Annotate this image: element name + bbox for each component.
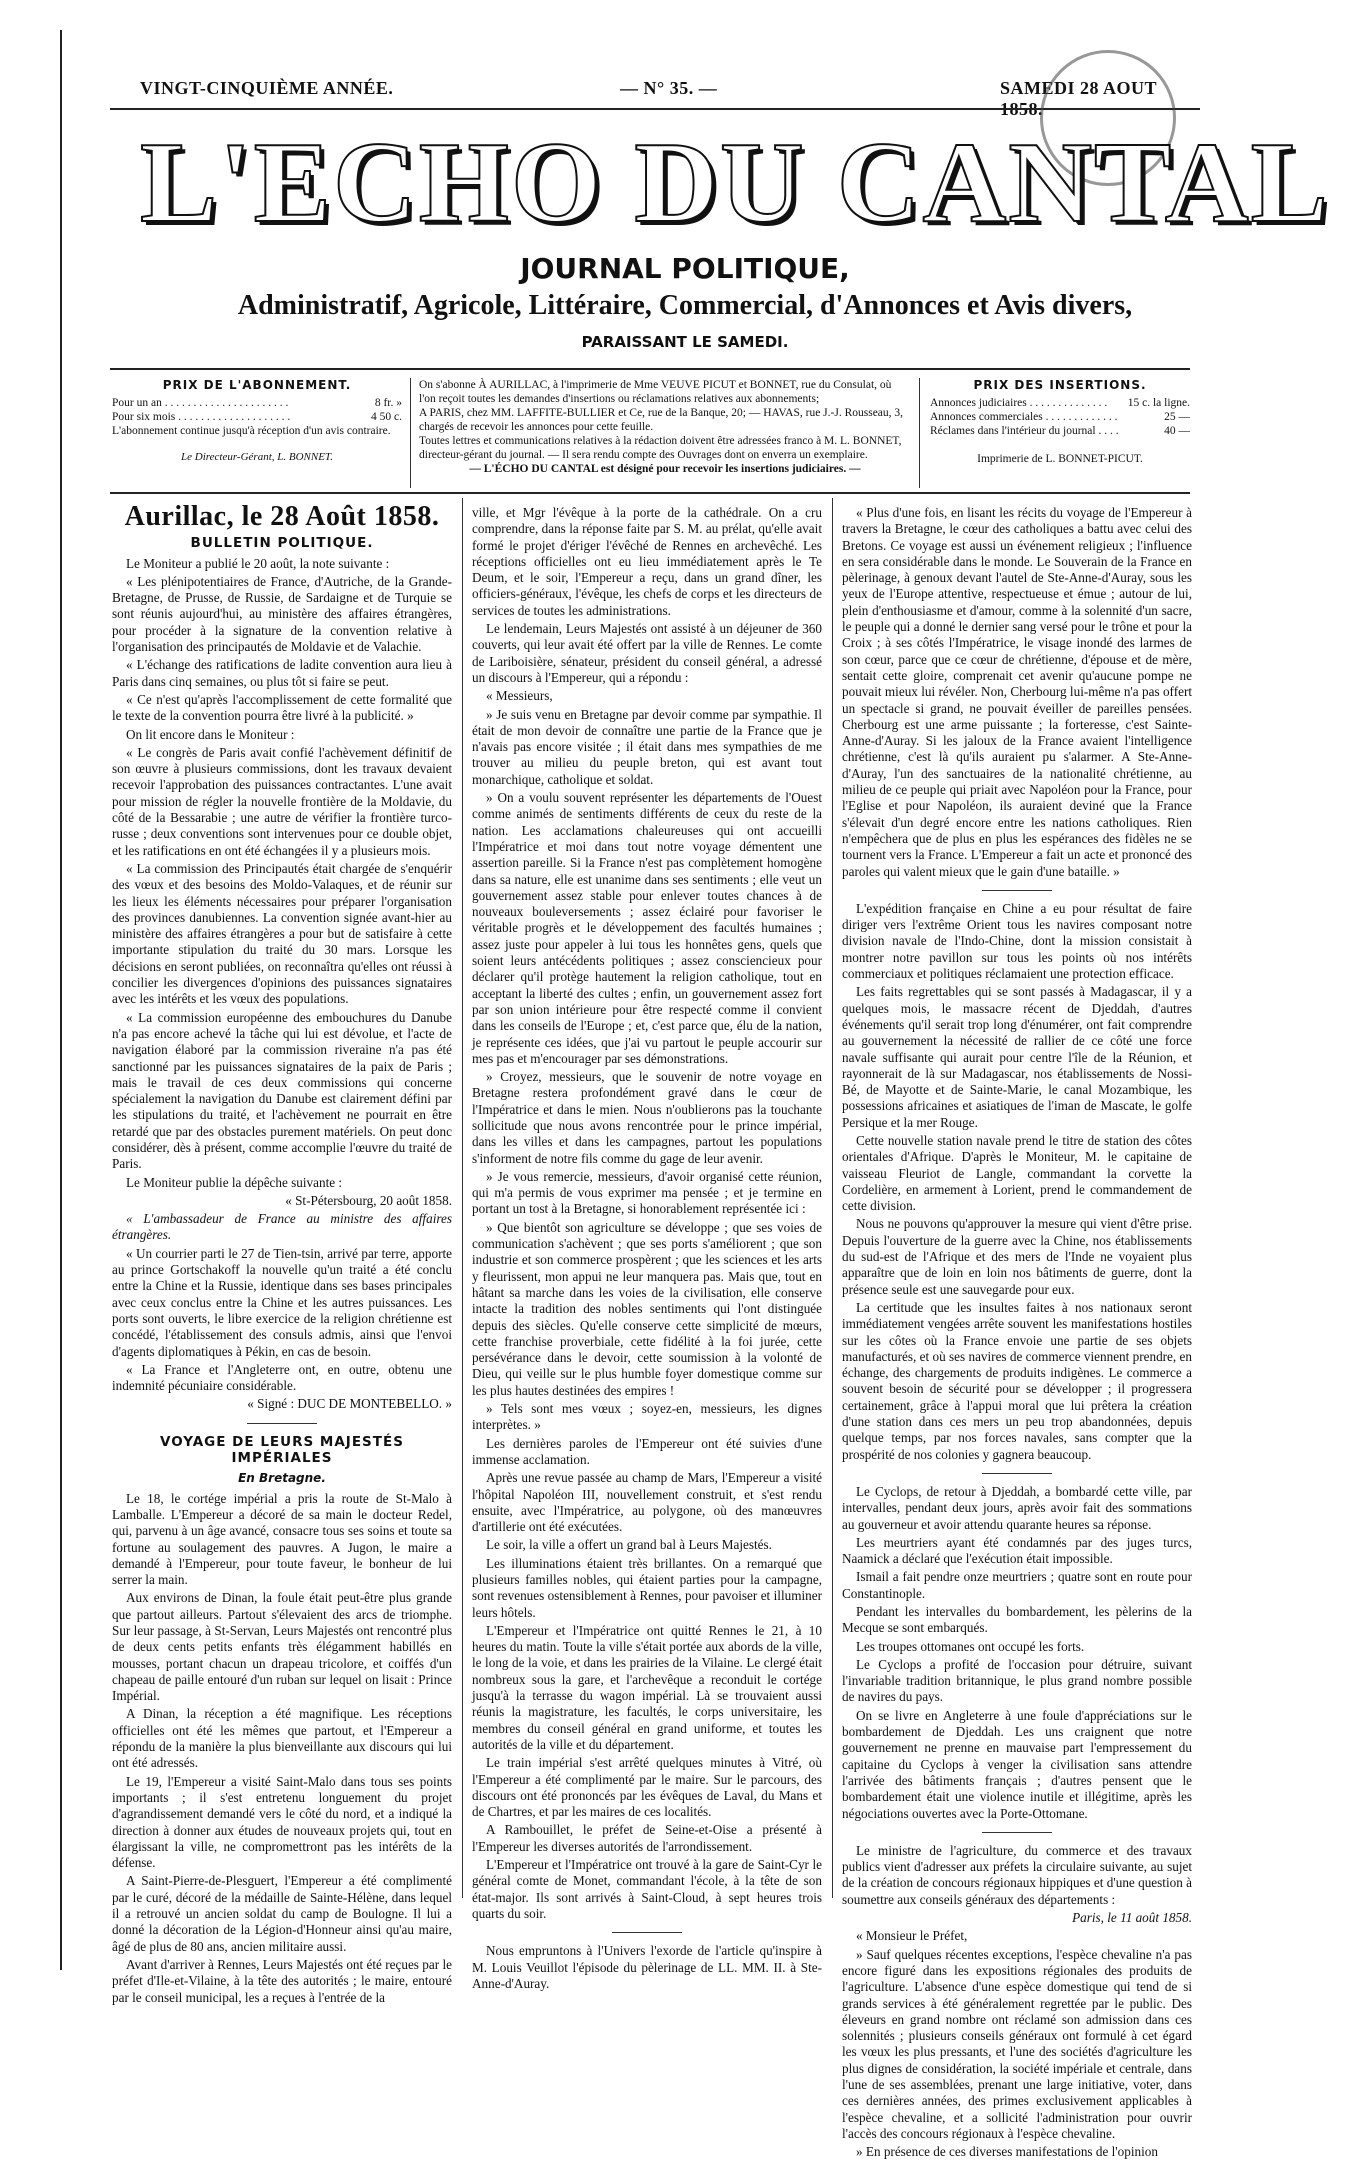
paragraph: Paris, le 11 août 1858. <box>1072 1910 1192 1926</box>
row-label: Annonces commerciales . . . . . . . . . . . . . <box>930 411 1118 423</box>
subscription-box <box>112 378 402 488</box>
subscription-title: PRIX DE L'ABONNEMENT. <box>162 378 352 392</box>
paragraph: Nous ne pouvons qu'approuver la mesure qui vient d'être prise. Depuis l'ouverture de la guerre avec la Chine, nos établissements du sud-est de l'Afrique et des mers de l'Inde ne voyaient plus apparaître que de loin en loin nos bâtiments de guerre, dont la présence seule est une sauvegarde pour eux. <box>842 1216 1192 1297</box>
paragraph: Le Moniteur a publié le 20 août, la note suivante : <box>126 555 390 571</box>
section-heading: VOYAGE DE LEURS MAJESTÉS IMPÉRIALES <box>160 1433 404 1467</box>
header-rule <box>110 108 1200 110</box>
paragraph: A Saint-Pierre-de-Plesguert, l'Empereur a été complimenté par le curé, décoré de la médaille de Sainte-Hélène, dans lequel il a retrouvé un ancien soldat du camp de Boulogne. Il lui a donné la décoration de la Légion-d'Honneur ainsi qu'au maire, âgé de plus de 80 ans, ancien militaire aussi. <box>112 1873 452 1954</box>
paragraph: Cette nouvelle station navale prend le titre de station des côtes orientales d'Afrique. D'après le Moniteur, M. le capitaine de vaisseau Fleuriot de Langle, commandant la corvette la Cordelière, en armement à Lorient, prend le commandement de cette division. <box>842 1132 1192 1214</box>
paragraph: Les faits regrettables qui se sont passés à Madagascar, il y a quelques mois, le massacre récent de Djeddah, d'autres événements qu'il serait trop long d'énumérer, ont fait comprendre au gouvernement la nécessité de rallier de ce côté une force navale suffisante qui aurait pour centre l'île de la Réunion, et rayonnerait de là sur Madagascar, nos établissements de Nossi-Bé, de Mayotte et de Sainte-Marie, le canal Mozambique, les possessions africaines et asiatiques de l'iman de Mascate, le golfe Persique et la mer Rouge. <box>842 984 1192 1130</box>
paragraph: Le 19, l'Empereur a visité Saint-Malo dans tous ses points importants ; il s'est entretenu longuement du projet d'agrandissement demandé vers le côté du nord, et a indiqué la direction à donner aux études de nouveaux projets qui, tout en élargissant la ville, ne compromettront pas les intérêts de la défense. <box>112 1773 452 1871</box>
issue-number: — N° 35. — <box>620 78 718 98</box>
masthead-subtitle-2: Administratif, Agricole, Littéraire, Commercial, d'Annonces et Avis divers, <box>237 290 1133 321</box>
paragraph: A Dinan, la réception a été magnifique. Les réceptions officielles ont été les mêmes que partout, et l'Empereur a répondu de la manière la plus bienveillante aux discours qui lui ont été adressés. <box>112 1706 452 1771</box>
paragraph: » Tels sont mes vœux ; soyez-en, messieurs, les dignes interprètes. » <box>472 1401 822 1433</box>
insertions-row <box>930 396 1190 410</box>
row-value: 25 — <box>1164 411 1190 423</box>
paragraph: Le 18, le cortége impérial a pris la route de St-Malo à Lamballe. L'Empereur a décoré de sa main le docteur Redel, qui, parvenu à un âge avancé, consacre tous ses soins et toute sa fortune au soulagement des pauvres. A Jugon, le maire a demandé à l'Empereur, pour toute faveur, le bonheur de lui serrer la main. <box>112 1490 452 1588</box>
separator <box>612 1932 682 1933</box>
paragraph: » Sauf quelques récentes exceptions, l'espèce chevaline n'a pas encore figuré dans les expositions régionales des produits de l'agriculture. L'absence d'une espèce domestique qui tend de si grands services à été généralement regrettée par le public. Des éleveurs en grand nombre ont réclamé son admission dans ces solennités ; plusieurs conseils généraux ont formulé à cet égard les vœux les plus pressants, et l'une des sociétés d'agriculture les plus dignes de considération, la société impériale et centrale, dans l'une de ses assemblées, prenant une large initiative, voter, dans ces dernières années, des primes exclusivement applicables à l'espèce chevaline, et a sollicité l'administration pour ouvrir l'accès des concours régionaux à l'espèce chevaline. <box>842 1946 1192 2141</box>
column-3 <box>842 505 1192 2163</box>
paragraph: « Plus d'une fois, en lisant les récits du voyage de l'Empereur à travers la Bretagne, le cœur des catholiques a battu avec celui des Bretons. Ce voyage est aussi un événement religieux ; l'influence en sera considérable dans le monde. Le Souverain de la France en pèlerinage, à genoux devant l'autel de Ste-Anne-d'Auray, sous les yeux de l'Europe attentive, respectueuse et émue ; autour de lui, plein d'enthousiasme et d'amour, comme à la solennité d'un sacre, le peuple qui a donné le dernier sang versé pour le trône et pour la Croix ; à ses côtés l'Impératrice, le visage inondé des larmes de son cœur, parce que ce cœur de chrétienne, d'épouse et de mère, sentait cette gloire, comprenait cet avenir qu'aucune pompe ne pouvait mieux lui révéler. Non, Cherbourg lui-même n'a pas offert un spectacle si grand, ne pouvait éveiller de pareilles pensées. Cherbourg est une arme puissante ; la forteresse, c'est Sainte-Anne-d'Auray. Si les jaloux de la France avaient l'intelligence chrétienne, c'est là qu'ils auraient pu s'alarmer. A Ste-Anne-d'Auray, l'un des sanctuaires de la nationalité chrétienne, au milieu de ce peuple qui priait avec Napoléon pour la France, pour l'Eglise et pour Napoléon, ils auraient deviné que la France s'élevait d'un degré encore entre les nations catholiques. Rien n'empêchera que de plus en plus les espérances des fidèles ne se tournent vers la France. L'Empereur a fait un acte et prononcé des paroles qui valent mieux que le gain d'une bataille. » <box>842 505 1192 879</box>
subscription-row <box>112 396 402 410</box>
paragraph: « La commission européenne des embouchures du Danube n'a pas encore achevé la tâche qui lui est dévolue, et l'acte de navigation élaboré par la commission riveraine n'a pas été sanctionné par les puissances signataires de la paix de Paris ; mais le travail de ces deux commissions qui concerne spécialement la navigation du Danube est clairement défini par les stipulations du traité, et l'achèvement ne pourrait en être retardé que par des obstacles purement matériels. On peut donc considérer, dès à présent, comme accomplie l'œuvre du traité de Paris. <box>112 1009 452 1172</box>
row-label: Pour un an . . . . . . . . . . . . . . . . . . . . . . <box>112 397 289 409</box>
paragraph: « L'échange des ratifications de ladite convention aura lieu à Paris dans cinq semaines, ou plus tôt si faire se peut. <box>112 657 452 689</box>
insertions-row <box>930 410 1190 424</box>
row-label: Réclames dans l'intérieur du journal . . . . <box>930 425 1119 437</box>
paragraph: Nous empruntons à l'Univers l'exorde de l'article qu'inspire à M. Louis Veuillot l'épisode du pèlerinage de LL. MM. II. à Ste-Anne-d'Auray. <box>472 1943 822 1991</box>
boxes-rule <box>110 492 1190 494</box>
column-2 <box>472 505 822 1994</box>
paragraph: » Je suis venu en Bretagne par devoir comme par sympathie. Il était de mon devoir de connaître une partie de la France que je n'avais pas encore visitée ; il était dans mes sympathies de me trouver au milieu du peuple breton, qui est avant tout monarchique, catholique et soldat. <box>472 706 822 787</box>
paragraph: Ismail a fait pendre onze meurtriers ; quatre sont en route pour Constantinople. <box>842 1569 1192 1601</box>
insertions-box <box>930 378 1190 488</box>
paragraph: Le Cyclops a profité de l'occasion pour détruire, suivant l'invariable tradition britannique, le plus grand nombre possible de navires du pays. <box>842 1656 1192 1705</box>
masthead-subtitle-1: JOURNAL POLITIQUE, <box>520 252 850 285</box>
paragraph: A Rambouillet, le préfet de Seine-et-Oise a présenté à l'Empereur les diverses autorités de l'arrondissement. <box>472 1822 822 1854</box>
paragraph: « Messieurs, <box>486 688 553 704</box>
paragraph: On lit encore dans le Moniteur : <box>126 726 295 742</box>
column-divider <box>462 498 463 1898</box>
paragraph: « Un courrier parti le 27 de Tien-tsin, arrivé par terre, apporte au prince Gortschakoff la nouvelle qu'un traité a été conclu entre la Chine et la Russie, identique dans ses bases principales avec ceux conclus entre la Chine et les autres puissances. Les ports sont ouverts, le libre exercice de la religion chrétienne est concédé, l'établissement des consuls admis, ainsi que l'envoi d'agents diplomatiques à Pékin, en cas de besoin. <box>112 1245 452 1359</box>
office-box <box>410 378 920 488</box>
column-1 <box>112 501 452 2008</box>
insertions-row <box>930 424 1190 438</box>
dateline: Aurillac, le 28 Août 1858. <box>124 501 440 532</box>
paragraph: « La France et l'Angleterre ont, en outre, obtenu une indemnité pécuniaire considérable. <box>112 1361 452 1394</box>
paragraph: Les illuminations étaient très brillantes. On a remarqué que plusieurs familles nobles, qui étaient parties pour la campagne, sont revenues ostensiblement à Rennes, pour pavoiser et illuminer leurs hôtels. <box>472 1555 822 1620</box>
paragraph: « St-Pétersbourg, 20 août 1858. <box>285 1192 452 1208</box>
paragraph: « Le congrès de Paris avait confié l'achèvement définitif de son œuvre à plusieurs commissions, dont les travaux devaient recevoir l'approbation des puissances contractantes. L'une avait pour mission de régler la nouvelle frontière de la Moldavie, du côté de la Bessarabie ; une autre de vérifier la frontière turco-russe ; deux conventions sont intervenues pour ce double objet, et les ratifications en ont été échangées il y a plusieurs mois. <box>112 744 452 858</box>
office-line: Toutes lettres et communications relatives à la rédaction doivent être adressées franco à M. L. BONNET, directeur-gérant du journal. — Il sera rendu compte des Ouvrages dont on enverra un exemplaire. <box>419 435 902 461</box>
separator <box>982 890 1052 891</box>
paragraph: Le train impérial s'est arrêté quelques minutes à Vitré, où l'Empereur a été complimenté par le maire. Sur le parcours, des discours ont été prononcés par les évêques de Laval, du Mans et de Chartres, et par les maires de ces localités. <box>472 1755 822 1820</box>
director-signature: Le Directeur-Gérant, L. BONNET. <box>181 451 333 463</box>
paragraph: « La commission des Principautés était chargée de s'enquérir des vœux et des besoins des Moldo-Valaques, et de réunir sur les lieux les éléments nécessaires pour préparer l'organisation des provinces danubiennes. La convention signée avant-hier au ministère des affaires étrangères a pour but de satisfaire à cette importante stipulation du traité du 30 mars. Lorsque les décisions en seront publiées, on reconnaîtra qu'elles ont réussi à concilier les divergences d'opinions des puissances signataires avec les intérêts et les vœux des populations. <box>112 860 452 1007</box>
paragraph: Les dernières paroles de l'Empereur ont été suivies d'une immense acclamation. <box>472 1435 822 1467</box>
section-subheading: En Bretagne. <box>238 1471 326 1486</box>
issue-date: SAMEDI 28 AOUT 1858. <box>1000 78 1157 119</box>
subscription-row <box>112 410 402 424</box>
row-label: Pour six mois . . . . . . . . . . . . . . . . . . . . <box>112 411 291 423</box>
paragraph: « Monsieur le Préfet, <box>856 1928 968 1944</box>
paragraph: ville, et Mgr l'évêque à la porte de la cathédrale. On a cru comprendre, dans la réponse faite par S. M. au prélat, qu'elle avait formé le projet d'ériger l'évêché de Rennes en archevêché. Les réceptions officielles ont eu lieu immédiatement après le Te Deum, et le soir, l'Empereur a reçu, dans un grand dîner, les officiers-généraux, l'évêque, les chefs de corps et les directeurs de services de toutes les administrations. <box>472 505 822 618</box>
row-value: 4 50 c. <box>371 411 402 423</box>
paragraph: Le lendemain, Leurs Majestés ont assisté à un déjeuner de 360 couverts, qui leur avait été offert par la ville de Rennes. Le comte de Lariboisière, sénateur, président du conseil général, a adressé un discours à l'Empereur, qui a répondu : <box>472 621 822 685</box>
paragraph: Le Cyclops, de retour à Djeddah, a bombardé cette ville, par intervalles, pendant deux jours, après avoir fait des sommations au gouverneur et avoir attendu quarante heures sa réponse. <box>842 1483 1192 1532</box>
paragraph: La certitude que les insultes faites à nos nationaux seront immédiatement vengées arrête souvent les manifestations hostiles sur les côtes où la France envoie une partie de ses objets manufacturés, et où ses navires de commerce viennent prendre, en échange, des chargements de produits indigènes. Le commerce a souvent besoin de sécurité pour se développer ; il progressera certainement, grâce à l'appui moral que lui prêtera la création d'une station dans ces mers un peu trop abandonnées, depuis quelque temps, par nos forces navales, sans compter que la prospérité de nos colonies y gagnera beaucoup. <box>842 1299 1192 1462</box>
paragraph: Les troupes ottomanes ont occupé les forts. <box>856 1638 1085 1654</box>
row-value: 40 — <box>1164 425 1190 437</box>
paragraph: » Je vous remercie, messieurs, d'avoir organisé cette réunion, qui m'a permis de vous exprimer ma pensée ; et je termine en portant un tost à la Bretagne, si honorablement représentée ici : <box>472 1168 822 1217</box>
paragraph: Le Moniteur publie la dépêche suivante : <box>126 1174 343 1190</box>
masthead-subtitle-3: PARAISSANT LE SAMEDI. <box>581 333 789 351</box>
paragraph: » Que bientôt son agriculture se développe ; que ses voies de communication s'achèvent ; que ses ports s'améliorent ; que son industrie et son commerce prospèrent ; que les sciences et les arts y fleurissent, mon appui ne leur manquera pas. Mais que, tout en hâtant sa marche dans les voies de la civilisation, elle conserve intacte la tradition des nobles sentiments qui l'ont distinguée depuis des siècles. Qu'elle conserve cette simplicité de mœurs, cette franchise proverbiale, cette fidélité à la foi jurée, cette persévérance dans le devoir, cette soumission à la volonté de Dieu, qui veille sur le plus humble foyer domestique comme sur les plus hautes destinées des empires ! <box>472 1219 822 1398</box>
printer-credit: Imprimerie de L. BONNET-PICUT. <box>977 453 1143 465</box>
paragraph: « L'ambassadeur de France au ministre des affaires étrangères. <box>112 1211 452 1243</box>
paragraph: Après une revue passée au champ de Mars, l'Empereur a visité l'hôpital Napoléon III, nouvellement construit, et s'est rendu ensuite, avec l'Impératrice, au polygone, où des manœuvres d'artillerie ont été exécutées. <box>472 1470 822 1535</box>
paragraph: » En présence de ces diverses manifestations de l'opinion <box>856 2144 1158 2160</box>
paragraph: « Signé : DUC DE MONTEBELLO. » <box>247 1396 452 1412</box>
column-divider <box>832 498 833 1898</box>
masthead-title: L'ECHO DU CANTAL <box>140 119 1330 247</box>
paragraph: Pendant les intervalles du bombardement, les pèlerins de la Mecque se sont embarqués. <box>842 1604 1192 1636</box>
year-label: VINGT-CINQUIÈME ANNÉE. <box>140 78 394 98</box>
row-label: Annonces judiciaires . . . . . . . . . . . . . . <box>930 397 1108 409</box>
paragraph: » Croyez, messieurs, que le souvenir de notre voyage en Bretagne restera profondément gravé dans le cœur de l'Impératrice et dans le mien. Nous n'oublierons pas la touchante sollicitude que nous avons rencontrée pour le prince impérial, dans les villes et dans les campagnes, partout les populations s'informent de notre fils comme du gage de leur avenir. <box>472 1069 822 1166</box>
office-line: On s'abonne À AURILLAC, à l'imprimerie de Mme VEUVE PICUT et BONNET, rue du Consulat, où l'on reçoit toutes les demandes d'insertions ou réclamations relatives aux abonnements; <box>419 379 892 405</box>
paragraph: On se livre en Angleterre à une foule d'appréciations sur le bombardement de Djeddah. Les uns craignent que notre gouvernement ne prenne en mauvaise part l'empressement du capitaine du Cyclops à venger la civilisation sans attendre l'arrivée des bâtiments français ; d'autres pensent que le bombardement était une violence inutile et illégitime, après les négociations ouvertes avec la Porte-Ottomane. <box>842 1707 1192 1821</box>
paragraph: » On a voulu souvent représenter les départements de l'Ouest comme animés de sentiments différents de ceux du reste de la nation. Les acclamations chaleureuses qui ont accueilli l'Impératrice et moi dans tout notre voyage démentent une assertion pareille. Si la France n'est pas complètement homogène dans sa nature, elle est unanime dans ses sentiments ; elle veut un gouvernement assez stable pour enlever toutes chances à de nouveaux bouleversements ; assez éclairé pour favoriser le véritable progrès et le développement des facultés humaines ; assez juste pour appeler à lui tous les honnêtes gens, quels que soient leurs antécédents politiques ; assez consciencieux pour déclarer qu'il protège hautement la religion catholique, tout en acceptant la liberté des cultes ; enfin, un gouvernement assez fort par son union intérieure pour être respecté comme il convient dans les conseils de l'Europe ; et, c'est parce que, élu de la nation, je représente ces idées, que j'ai vu partout le peuple accourir sur mes pas et m'encourager par ses démonstrations. <box>472 790 822 1066</box>
paragraph: « Ce n'est qu'après l'accomplissement de cette formalité que le texte de la convention pourra être livré à la publicité. » <box>112 691 452 724</box>
paragraph: Le ministre de l'agriculture, du commerce et des travaux publics vient d'adresser aux préfets la circulaire suivante, au sujet de la création de concours régionaux hippiques et d'une question à soumettre aux conseils généraux des départements : <box>842 1842 1192 1907</box>
separator <box>247 1423 317 1424</box>
office-line: A PARIS, chez MM. LAFFITE-BULLIER et Ce, rue de la Banque, 20; — HAVAS, rue J.-J. Rousseau, 3, chargés de recevoir les annonces pour cette feuille. <box>419 407 904 433</box>
paragraph: Aux environs de Dinan, la foule était peut-être plus grande que partout ailleurs. Partout s'élevaient des arcs de triomphe. Sur leur passage, à St-Servan, Leurs Majestés ont rencontré plus de deux cents petits enfants très élégamment habillés en mousses, portant chacun un drapeau tricolore, et coiffés d'un chapeau de paille entouré d'un ruban sur lequel on lisait : Prince Impérial. <box>112 1590 452 1704</box>
subscription-note: L'abonnement continue jusqu'à réception d'un avis contraire. <box>112 425 391 437</box>
paragraph: « Les plénipotentiaires de France, d'Autriche, de la Grande-Bretagne, de Prusse, de Russie, de Sardaigne et de Turquie se sont réunis aujourd'hui, au ministère des affaires étrangères, pour procéder à la signature de la convention relative à l'organisation des principautés de Moldavie et de Valachie. <box>112 573 452 655</box>
paragraph: L'Empereur et l'Impératrice ont quitté Rennes le 21, à 10 heures du matin. Toute la ville s'était portée aux abords de la ville, le long de la voie, et dans les prairies de la Vilaine. Le clergé était nombreux sous la gare, et l'archevêque a reconduit le cortége jusqu'à la terrasse du wagon impérial. Là se trouvaient aussi réunis la magistrature, les facultés, le corps universitaire, les membres du conseil général en grand uniforme, et toutes les autorités de la ville et du département. <box>472 1622 822 1752</box>
row-value: 15 c. la ligne. <box>1127 397 1190 409</box>
paragraph: Le soir, la ville a offert un grand bal à Leurs Majestés. <box>486 1537 772 1553</box>
masthead-rule <box>110 368 1190 370</box>
section-heading: BULLETIN POLITIQUE. <box>190 535 374 552</box>
row-value: 8 fr. » <box>374 397 402 409</box>
header-line <box>80 78 1200 119</box>
insertions-title: PRIX DES INSERTIONS. <box>973 378 1147 392</box>
paragraph: Avant d'arriver à Rennes, Leurs Majestés ont été reçues par le préfet d'Ile-et-Vilaine, à la tête des autorités ; le maire, entouré par le conseil municipal, les a reçues à l'entrée de la <box>112 1956 452 2005</box>
office-line: — L'ÉCHO DU CANTAL est désigné pour recevoir les insertions judiciaires. — <box>469 463 861 475</box>
paragraph: L'Empereur et l'Impératrice ont trouvé à la gare de Saint-Cyr le général comte de Monet, commandant l'école, à la tête de son état-major. Ils sont arrivés à Saint-Cloud, à sept heures trois quarts du soir. <box>472 1857 822 1921</box>
paragraph: Les meurtriers ayant été condamnés par des juges turcs, Naamick a déclaré que l'exécution était impossible. <box>842 1534 1192 1567</box>
separator <box>982 1832 1052 1833</box>
separator <box>982 1473 1052 1474</box>
paragraph: L'expédition française en Chine a eu pour résultat de faire diriger vers l'extrême Orient tous les navires composant notre division navale de l'Indo-Chine, dont la mission consistait à montrer notre pavillon sur tous les points où nos intérêts commerciaux et politiques réclamaient une protection efficace. <box>842 900 1192 982</box>
